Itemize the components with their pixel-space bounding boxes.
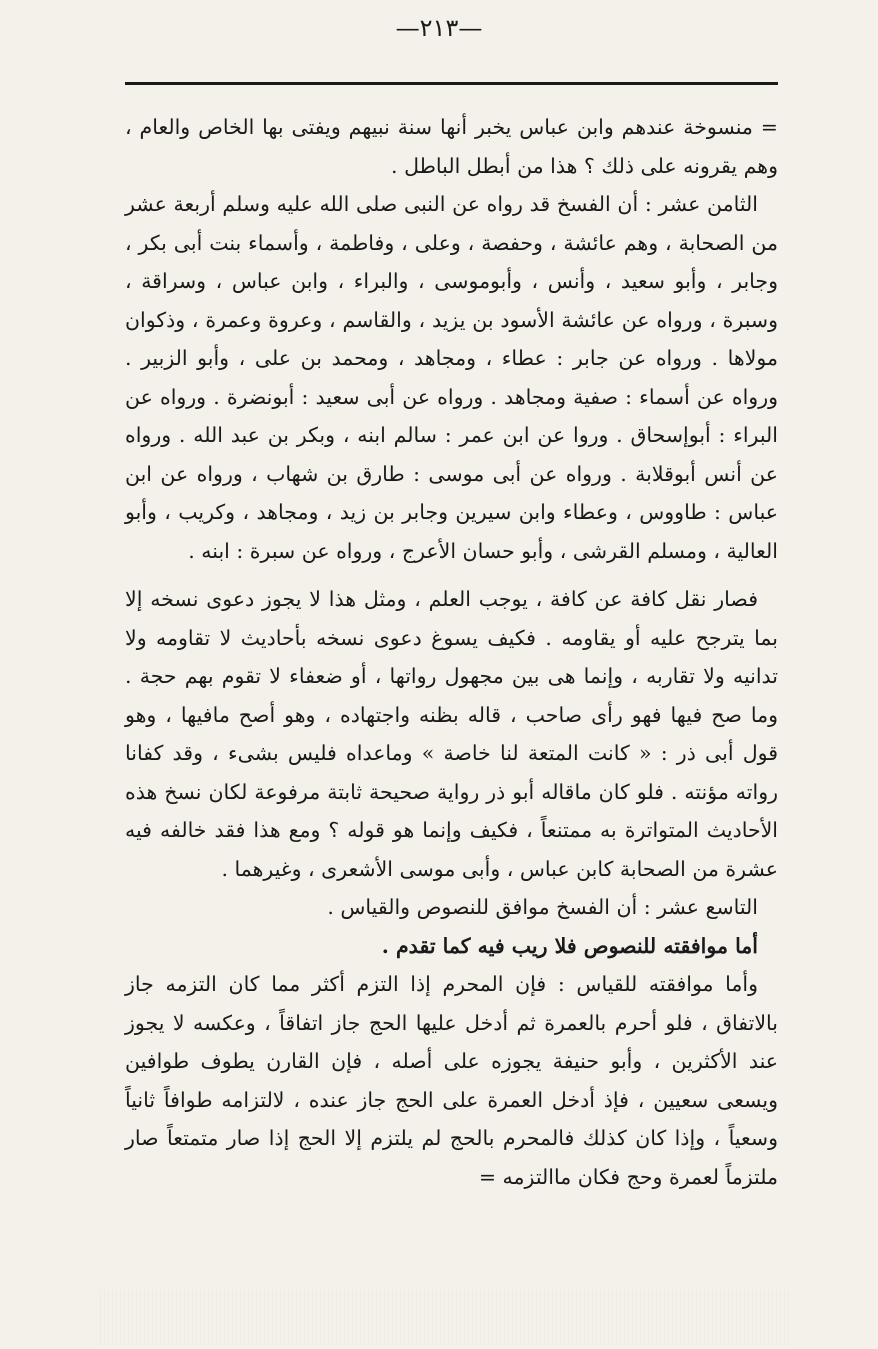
paragraph-analogy-agreement: وأما موافقته للقياس : فإن المحرم إذا التزم أكثر مما كان التزمه جاز بالاتفاق ، فلو أحرم بالعمرة ثم أدخل عليها الحج جاز اتفاقاً ، وعكسه لا يجوز عند الأكثرين ، وأبو حنيفة يجوزه على أصله ، فإن القارن يطوف طوافين ويسعى سعيين ، فإذ أدخل العمرة على الحج جاز عنده ، لالتزامه طوافاً ثانياً وسعياً ، وإذا كان كذلك فالمحرم بالحج لم يلتزم إلا الحج إذا صار متمتعاً صار ملتزماً لعمرة وحج فكان ماالتزمه =	[125, 972, 778, 1189]
paragraph-nineteenth: التاسع عشر : أن الفسخ موافق للنصوص والقياس .	[327, 895, 758, 919]
page-number: —٢١٣—	[395, 14, 483, 42]
paragraph-continued: = منسوخة عندهم وابن عباس يخبر أنها سنة نبيهم ويفتى بها الخاص والعام ، وهم يقرونه على ذلك ؟ هذا من أبطل الباطل .	[125, 115, 778, 178]
paragraph-conclusion: فصار نقل كافة عن كافة ، يوجب العلم ، ومثل هذا لا يجوز دعوى نسخه إلا بما يترجح عليه أو يقاومه . فكيف يسوغ دعوى نسخه بأحاديث لا تقاومه ولا تدانيه ولا تقاربه ، وإنما هى بين مجهول رواتها ، أو ضعفاء لا تقوم بهم حجة . وما صح فيها فهو رأى صاحب ، قاله بظنه واجتهاده ، وهو أصح مافيها ، وهو قول أبى ذر : « كانت المتعة لنا خاصة » وماعداه فليس بشىء ، وقد كفانا رواته مؤنته . فلو كان ماقاله أبو ذر رواية صحيحة ثابتة مرفوعة لكان نسخ هذه الأحاديث المتواترة به ممتنعاً ، فكيف وإنما هو قوله ؟ ومع هذا فقد خالفه فيه عشرة من الصحابة كابن عباس ، وأبى موسى الأشعرى ، وغيرهما .	[125, 587, 778, 881]
scan-noise	[100, 1290, 790, 1345]
paragraph-texts-agreement: أما موافقته للنصوص فلا ريب فيه كما تقدم .	[381, 933, 758, 958]
header-rule	[125, 82, 778, 85]
paragraph-eighteenth: الثامن عشر : أن الفسخ قد رواه عن النبى صلى الله عليه وسلم أربعة عشر من الصحابة ، وهم عائشة ، وحفصة ، وعلى ، وفاطمة ، وأسماء بنت أبى بكر ، وجابر ، وأبو سعيد ، وأنس ، وأبوموسى ، والبراء ، وابن عباس ، وسراقة ، وسبرة ، ورواه عن عائشة الأسود بن يزيد ، والقاسم ، وعروة وعمرة ، وذكوان مولاها . ورواه عن جابر : عطاء ، ومجاهد ، ومحمد بن على ، وأبو الزبير . ورواه عن أسماء : صفية ومجاهد . ورواه عن أبى سعيد : أبونضرة . ورواه عن البراء : أبوإسحاق . وروا عن ابن عمر : سالم ابنه ، وبكر بن عبد الله . ورواه عن أنس أبوقلابة . ورواه عن أبى موسى : طارق بن شهاب ، ورواه عن ابن عباس : طاووس ، وعطاء وابن سيرين وجابر بن زيد ، ومجاهد ، وكريب ، وأبو العالية ، ومسلم القرشى ، وأبو حسان الأعرج ، ورواه عن سبرة : ابنه .	[125, 192, 778, 563]
body-text	[125, 108, 778, 1196]
